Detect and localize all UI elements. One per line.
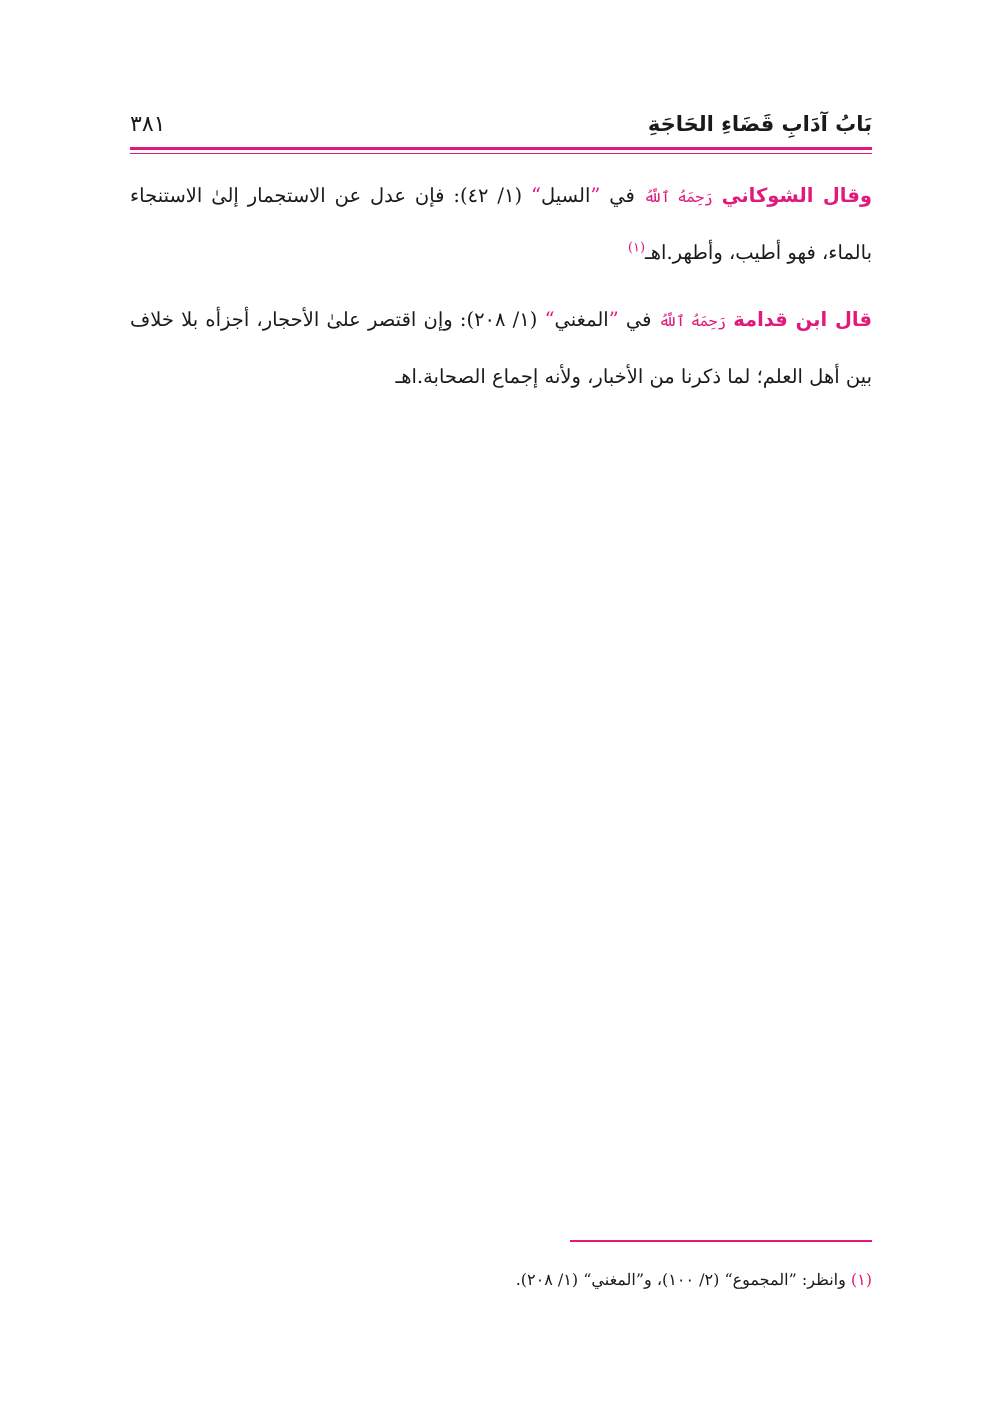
footnote-text: وانظر: ”المجموع“ (٢/ ١٠٠)، و”المغني“ (١/ ٢٠٨). xyxy=(515,1270,846,1289)
close-quote: “ xyxy=(530,184,541,207)
in-word: في xyxy=(625,308,652,331)
quote-text: وإن اقتصر علىٰ الأحجار، أجزأه بلا خلاف بين أهل العلم؛ لما ذكرنا من الأخبار، ولأنه إجماع الصحابة.اهـ xyxy=(130,308,872,388)
speaker-name: وقال الشوكاني xyxy=(721,184,872,207)
quote-text: فإن عدل عن الاستجمار إلىٰ الاستنجاء بالماء، فهو أطيب، وأطهر.اهـ xyxy=(130,184,872,264)
paragraph-ibn-qudama xyxy=(130,292,872,404)
speaker-name: قال ابن قدامة xyxy=(733,308,872,331)
citation: (١/ ٢٠٨): xyxy=(459,308,538,331)
running-title: بَابُ آدَابِ قَضَاءِ الحَاجَةِ xyxy=(647,112,872,136)
header-rule-thin xyxy=(130,153,872,154)
open-quote: ” xyxy=(608,308,619,331)
source-title: السيل xyxy=(540,184,591,207)
footnote-ref[interactable]: (١) xyxy=(627,240,646,256)
header-rule-thick xyxy=(130,147,872,150)
open-quote: ” xyxy=(590,184,601,207)
close-quote: “ xyxy=(544,308,555,331)
page-number: ٣٨١ xyxy=(130,112,166,137)
paragraph-shawkani xyxy=(130,168,872,280)
footnote-rule xyxy=(570,1240,872,1242)
honorific-mark: رَحِمَهُ ٱللَّهُ xyxy=(658,312,726,330)
footnote xyxy=(130,1268,872,1292)
honorific-mark: رَحِمَهُ ٱللَّهُ xyxy=(643,188,713,206)
source-title: المغني xyxy=(554,308,609,331)
citation: (١/ ٤٢): xyxy=(453,184,523,207)
footnote-number: (١) xyxy=(850,1270,872,1289)
body-text xyxy=(130,168,872,416)
page-header xyxy=(130,110,872,144)
in-word: في xyxy=(609,184,635,207)
